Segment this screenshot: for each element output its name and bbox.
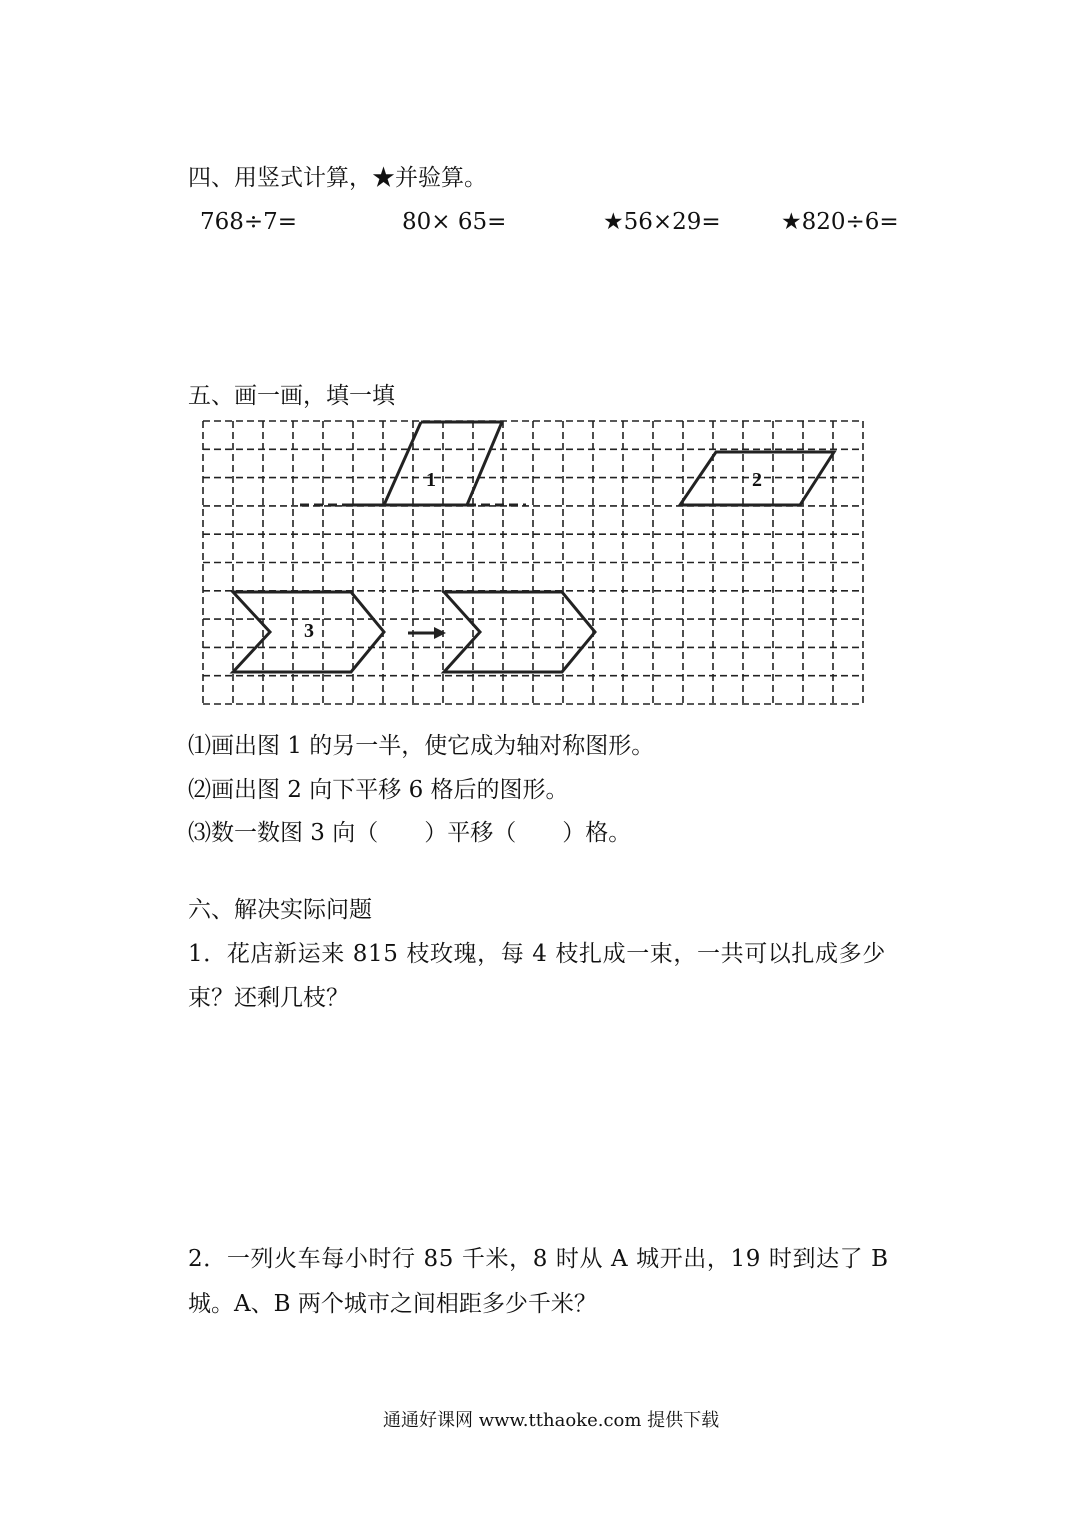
grid-lines [203, 421, 863, 704]
section4-title: 四、用竖式计算，★并验算。 [188, 165, 487, 191]
question-3: ⑶数一数图 3 向（ ）平移（ ）格。 [188, 820, 632, 846]
figure3-translated-shape [444, 592, 595, 672]
figure2-label: 2 [752, 469, 762, 491]
problem1-line1: 1．花店新运来 815 枝玫瑰，每 4 枝扎成一束，一共可以扎成多少 [188, 941, 886, 967]
dashed-grid-figure [200, 418, 865, 708]
problem-4: ★820÷6= [781, 209, 899, 235]
footer-text: 通通好课网 www.tthaoke.com 提供下载 [383, 1410, 720, 1431]
figure1-label: 1 [426, 469, 436, 491]
problem-2: 80× 65= [402, 209, 507, 235]
translate-arrow [408, 627, 446, 639]
problem1-line2: 束？还剩几枝？ [188, 985, 349, 1011]
section5-title: 五、画一画，填一填 [188, 383, 395, 409]
figure1-half-shape [350, 422, 421, 505]
problem2-line1: 2．一列火车每小时行 85 千米，8 时从 A 城开出，19 时到达了 B [188, 1246, 889, 1272]
section6-title: 六、解决实际问题 [188, 897, 372, 923]
figure3-label: 3 [304, 620, 314, 642]
question-2: ⑵画出图 2 向下平移 6 格后的图形。 [188, 777, 569, 803]
question-1: ⑴画出图 1 的另一半，使它成为轴对称图形。 [188, 733, 655, 759]
problem2-line2: 城。A、B 两个城市之间相距多少千米？ [188, 1291, 597, 1317]
problem-1: 768÷7= [200, 209, 298, 235]
problem-3: ★56×29= [603, 209, 721, 235]
